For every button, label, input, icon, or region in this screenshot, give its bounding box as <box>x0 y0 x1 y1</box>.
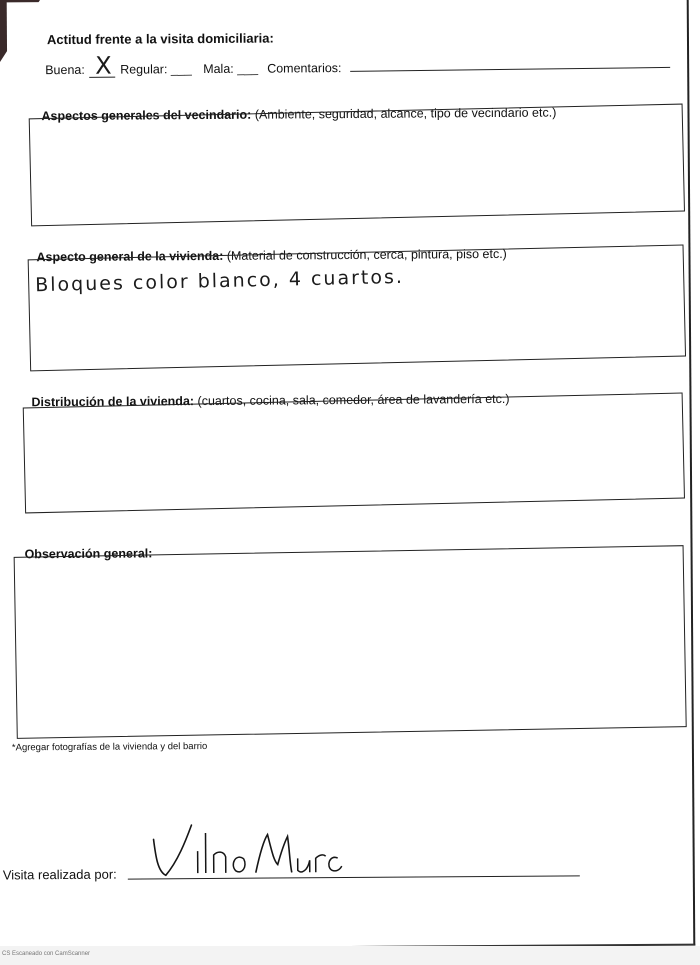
distribucion-heading: Distribución de la vivienda: <box>31 394 195 410</box>
observacion-box[interactable] <box>14 545 687 739</box>
vivienda-box[interactable] <box>28 245 686 372</box>
mala-label: Mala: ___ <box>203 61 259 77</box>
vecindario-hint: (Ambiente, seguridad, alcance, tipo de vecindario etc.) <box>254 105 557 122</box>
observacion-heading: Observación general: <box>24 546 153 562</box>
form-page <box>2 0 696 950</box>
scanner-watermark: CS Escaneado con CamScanner <box>2 951 91 957</box>
footnote: *Agregar fotografías de la vivienda y del barrio <box>11 741 208 754</box>
buena-underline <box>89 77 115 78</box>
scan-bottom-edge <box>0 946 700 965</box>
comentarios-label: Comentarios: <box>267 61 342 76</box>
vecindario-box[interactable] <box>29 104 685 227</box>
actitud-title: Actitud frente a la visita domiciliaria: <box>46 30 274 48</box>
signature-text <box>163 861 169 862</box>
vivienda-handwritten: Bloques color blanco, 4 cuartos. <box>34 265 405 297</box>
distribucion-box[interactable] <box>23 393 685 514</box>
buena-mark: X <box>95 51 114 80</box>
vivienda-heading: Aspecto general de la vivienda: <box>36 248 224 265</box>
visita-label: Visita realizada por: <box>2 866 117 883</box>
regular-label: Regular: ___ <box>120 62 192 77</box>
vecindario-heading: Aspectos generales del vecindario: <box>41 107 252 124</box>
signature <box>147 820 347 881</box>
distribucion-hint: (cuartos, cocina, sala, comedor, área de lavandería etc.) <box>197 391 510 409</box>
comentarios-line[interactable] <box>350 67 670 72</box>
buena-label: Buena: <box>45 62 85 78</box>
vivienda-hint: (Material de construcción, cerca, pintura, piso etc.) <box>226 246 507 263</box>
